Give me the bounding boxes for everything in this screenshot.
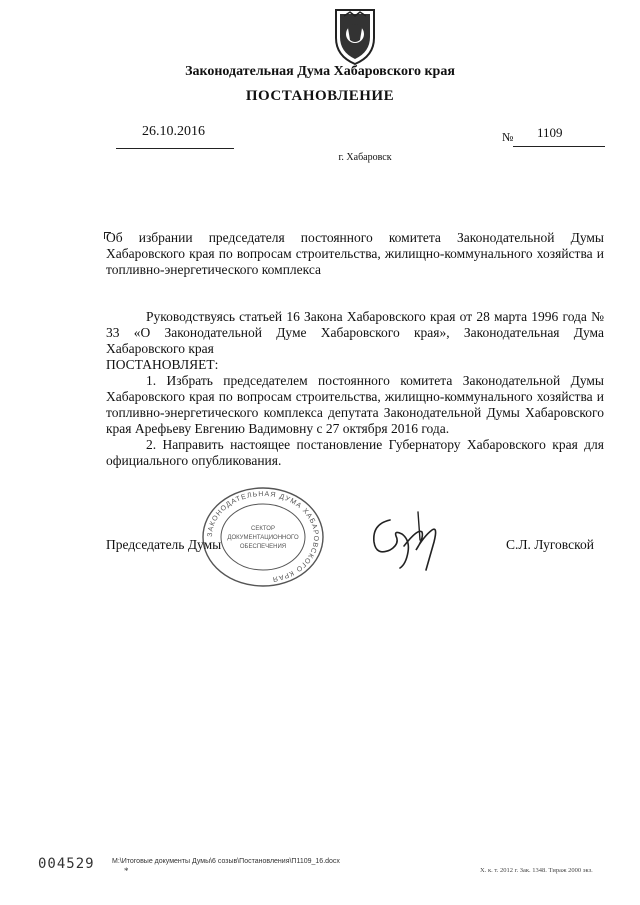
date-underline — [116, 148, 234, 149]
document-body — [106, 309, 604, 469]
signer-name: С.Л. Луговской — [506, 537, 594, 552]
intro-paragraph: Руководствуясь статьей 16 Закона Хабаровского края от 28 марта 1996 года № 33 «О Законодательной Думе Хабаровского края», Законодательная Дума Хабаровского края — [106, 309, 604, 356]
document-number: 1109 — [537, 125, 563, 140]
file-path: М:\Итоговые документы Думы\6 созыв\Постановления\П1109_16.docx — [112, 858, 340, 865]
coat-of-arms-icon — [330, 4, 380, 66]
item-2-paragraph: 2. Направить настоящее постановление Губернатору Хабаровского края для официального опубликования. — [106, 437, 604, 468]
registration-code: 004529 — [38, 856, 95, 872]
organization-name: Законодательная Дума Хабаровского края — [185, 64, 455, 79]
handwritten-signature-icon — [360, 506, 450, 576]
signer-role: Председатель Думы — [106, 537, 222, 552]
footer-asterisk: * — [124, 866, 129, 876]
number-underline — [513, 146, 605, 147]
document-date: 26.10.2016 — [142, 124, 205, 139]
document-type: ПОСТАНОВЛЕНИЕ — [245, 88, 395, 104]
stamp-center-line-2: ДОКУМЕНТАЦИОННОГО — [227, 535, 299, 541]
stamp-ring-text: ЗАКОНОДАТЕЛЬНАЯ ДУМА ХАБАРОВСКОГО КРАЯ — [206, 490, 320, 583]
number-sign: № — [502, 130, 514, 144]
stamp-center-line-3: ОБЕСПЕЧЕНИЯ — [239, 544, 287, 550]
stamp-center-line-1: СЕКТОР — [251, 526, 275, 532]
print-info: Х. к. т. 2012 г. Зак. 1348. Тираж 2000 экз. — [480, 867, 593, 874]
item-1-paragraph: 1. Избрать председателем постоянного комитета Законодательной Думы Хабаровского края по вопросам строительства, жилищно-коммунального хозяйства и топливно-энергетического комплекса депутата Законодательной Думы Хабаровского края Арефьеву Евгению Вадимовну с 27 октября 2016 года. — [106, 373, 604, 436]
document-title: Об избрании председателя постоянного комитета Законодательной Думы Хабаровского края по вопросам строительства, жилищно-коммунального хозяйства и топливно-энергетического комплекса — [106, 230, 604, 277]
city-name: г. Хабаровск — [338, 152, 392, 163]
decree-word: ПОСТАНОВЛЯЕТ: — [106, 357, 219, 372]
